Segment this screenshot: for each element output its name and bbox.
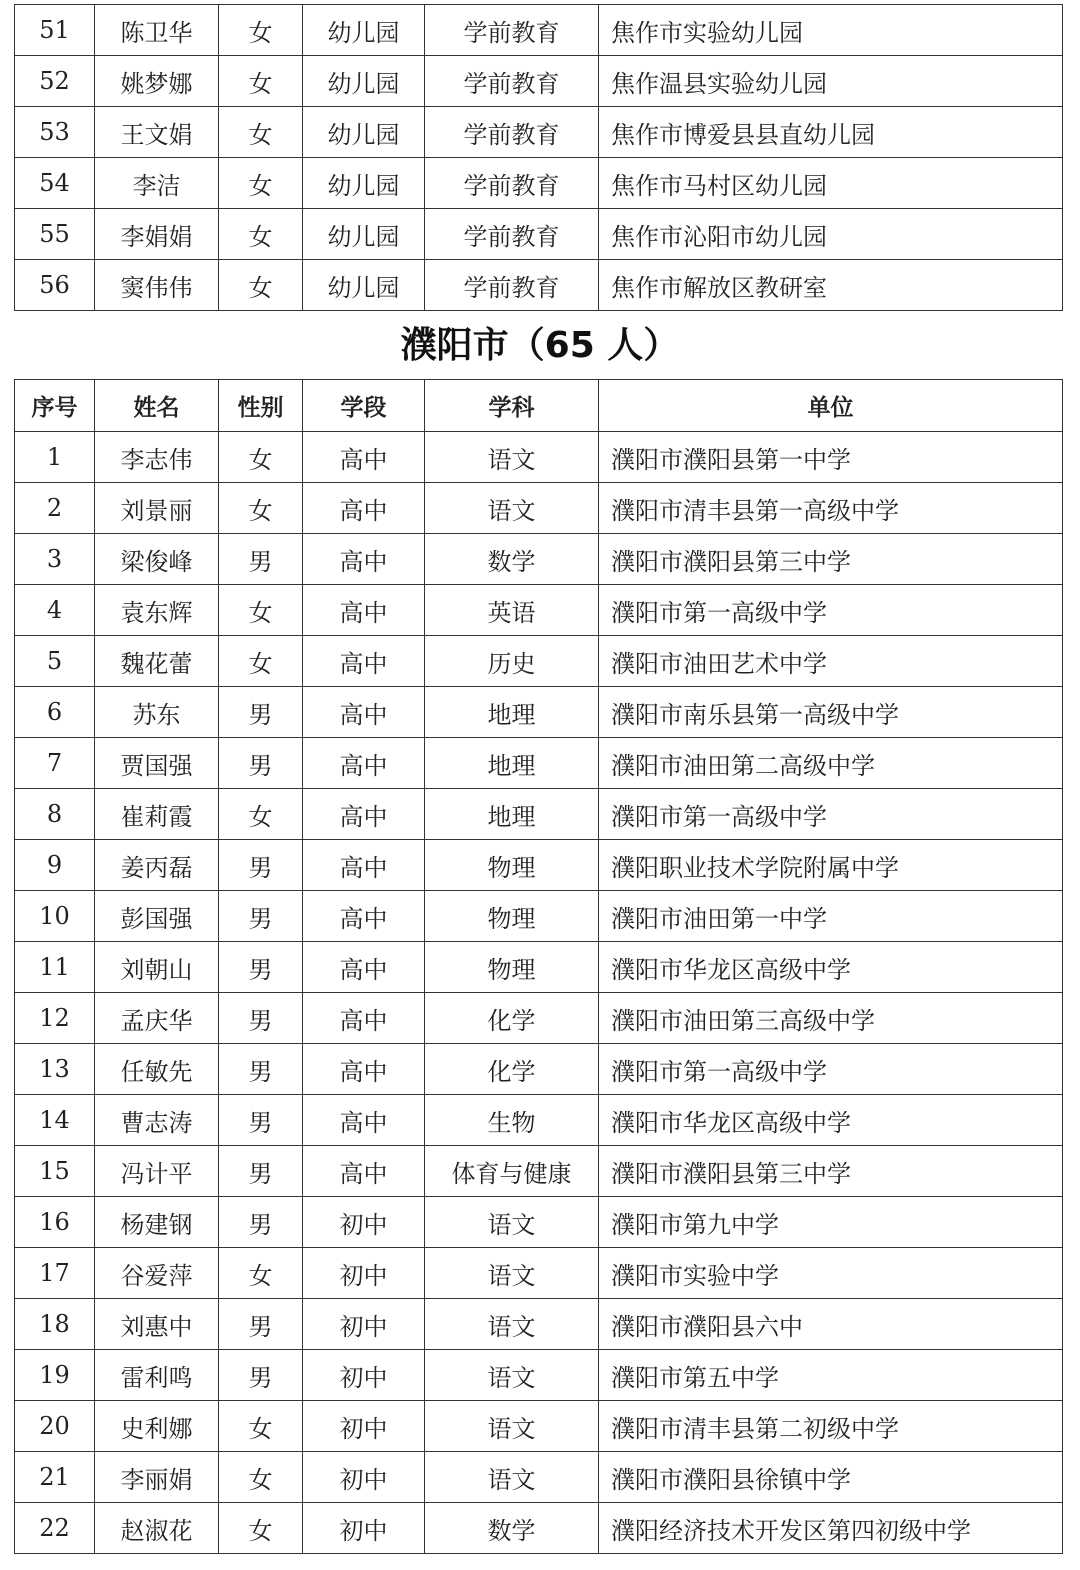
cell-unit: 濮阳市濮阳县六中 bbox=[599, 1299, 1063, 1350]
cell-no: 15 bbox=[15, 1146, 95, 1197]
cell-unit: 焦作市马村区幼儿园 bbox=[599, 158, 1063, 209]
cell-stage: 高中 bbox=[303, 1095, 425, 1146]
cell-name: 任敏先 bbox=[95, 1044, 219, 1095]
cell-no: 9 bbox=[15, 840, 95, 891]
cell-gender: 女 bbox=[219, 260, 303, 311]
header-gender: 性别 bbox=[219, 380, 303, 432]
cell-name: 李志伟 bbox=[95, 432, 219, 483]
table-row bbox=[15, 534, 1063, 585]
cell-subject: 语文 bbox=[425, 1401, 599, 1452]
cell-name: 窦伟伟 bbox=[95, 260, 219, 311]
cell-name: 彭国强 bbox=[95, 891, 219, 942]
header-subject: 学科 bbox=[425, 380, 599, 432]
cell-subject: 地理 bbox=[425, 789, 599, 840]
table-row bbox=[15, 1197, 1063, 1248]
cell-no: 18 bbox=[15, 1299, 95, 1350]
cell-unit: 濮阳市油田第二高级中学 bbox=[599, 738, 1063, 789]
cell-unit: 焦作市实验幼儿园 bbox=[599, 5, 1063, 56]
cell-name: 苏东 bbox=[95, 687, 219, 738]
cell-stage: 高中 bbox=[303, 636, 425, 687]
cell-stage: 高中 bbox=[303, 789, 425, 840]
table-row bbox=[15, 942, 1063, 993]
cell-stage: 高中 bbox=[303, 687, 425, 738]
cell-gender: 女 bbox=[219, 107, 303, 158]
cell-name: 姜丙磊 bbox=[95, 840, 219, 891]
cell-subject: 语文 bbox=[425, 1248, 599, 1299]
cell-gender: 男 bbox=[219, 1044, 303, 1095]
cell-stage: 幼儿园 bbox=[303, 209, 425, 260]
cell-unit: 濮阳市濮阳县第一中学 bbox=[599, 432, 1063, 483]
cell-unit: 濮阳市清丰县第二初级中学 bbox=[599, 1401, 1063, 1452]
cell-unit: 濮阳市清丰县第一高级中学 bbox=[599, 483, 1063, 534]
cell-gender: 女 bbox=[219, 1401, 303, 1452]
cell-unit: 焦作市解放区教研室 bbox=[599, 260, 1063, 311]
cell-unit: 濮阳市油田第三高级中学 bbox=[599, 993, 1063, 1044]
cell-unit: 濮阳市油田艺术中学 bbox=[599, 636, 1063, 687]
cell-name: 刘惠中 bbox=[95, 1299, 219, 1350]
header-name: 姓名 bbox=[95, 380, 219, 432]
cell-no: 22 bbox=[15, 1503, 95, 1554]
cell-subject: 语文 bbox=[425, 1452, 599, 1503]
table-row bbox=[15, 5, 1063, 56]
cell-no: 3 bbox=[15, 534, 95, 585]
table-row bbox=[15, 840, 1063, 891]
table-row bbox=[15, 789, 1063, 840]
table-row bbox=[15, 260, 1063, 311]
cell-name: 袁东辉 bbox=[95, 585, 219, 636]
cell-stage: 幼儿园 bbox=[303, 260, 425, 311]
cell-stage: 初中 bbox=[303, 1350, 425, 1401]
cell-no: 55 bbox=[15, 209, 95, 260]
cell-unit: 濮阳市第九中学 bbox=[599, 1197, 1063, 1248]
cell-no: 5 bbox=[15, 636, 95, 687]
puyang-table-header bbox=[15, 380, 1063, 432]
cell-no: 21 bbox=[15, 1452, 95, 1503]
cell-name: 陈卫华 bbox=[95, 5, 219, 56]
jiaozuo-table-body bbox=[15, 5, 1063, 311]
jiaozuo-table-continuation bbox=[14, 4, 1063, 311]
cell-no: 19 bbox=[15, 1350, 95, 1401]
cell-stage: 幼儿园 bbox=[303, 56, 425, 107]
cell-gender: 女 bbox=[219, 158, 303, 209]
cell-gender: 女 bbox=[219, 1452, 303, 1503]
cell-subject: 地理 bbox=[425, 687, 599, 738]
cell-stage: 高中 bbox=[303, 840, 425, 891]
cell-no: 52 bbox=[15, 56, 95, 107]
cell-name: 李洁 bbox=[95, 158, 219, 209]
cell-stage: 初中 bbox=[303, 1197, 425, 1248]
cell-gender: 男 bbox=[219, 1146, 303, 1197]
cell-unit: 濮阳市华龙区高级中学 bbox=[599, 1095, 1063, 1146]
cell-unit: 濮阳职业技术学院附属中学 bbox=[599, 840, 1063, 891]
cell-gender: 女 bbox=[219, 432, 303, 483]
cell-no: 1 bbox=[15, 432, 95, 483]
cell-name: 刘朝山 bbox=[95, 942, 219, 993]
cell-unit: 濮阳市濮阳县徐镇中学 bbox=[599, 1452, 1063, 1503]
cell-gender: 男 bbox=[219, 1197, 303, 1248]
cell-unit: 濮阳市濮阳县第三中学 bbox=[599, 1146, 1063, 1197]
cell-stage: 幼儿园 bbox=[303, 5, 425, 56]
cell-unit: 濮阳市第一高级中学 bbox=[599, 1044, 1063, 1095]
cell-gender: 女 bbox=[219, 585, 303, 636]
cell-gender: 女 bbox=[219, 1503, 303, 1554]
cell-stage: 高中 bbox=[303, 891, 425, 942]
cell-stage: 高中 bbox=[303, 432, 425, 483]
cell-unit: 濮阳市实验中学 bbox=[599, 1248, 1063, 1299]
puyang-table bbox=[14, 379, 1063, 1554]
cell-subject: 地理 bbox=[425, 738, 599, 789]
cell-name: 王文娟 bbox=[95, 107, 219, 158]
cell-unit: 濮阳市华龙区高级中学 bbox=[599, 942, 1063, 993]
cell-subject: 物理 bbox=[425, 840, 599, 891]
cell-no: 8 bbox=[15, 789, 95, 840]
cell-subject: 学前教育 bbox=[425, 260, 599, 311]
cell-stage: 幼儿园 bbox=[303, 158, 425, 209]
table-row bbox=[15, 56, 1063, 107]
cell-gender: 女 bbox=[219, 483, 303, 534]
cell-name: 魏花蕾 bbox=[95, 636, 219, 687]
table-row bbox=[15, 1452, 1063, 1503]
cell-gender: 男 bbox=[219, 687, 303, 738]
cell-gender: 男 bbox=[219, 738, 303, 789]
cell-unit: 焦作市沁阳市幼儿园 bbox=[599, 209, 1063, 260]
cell-name: 姚梦娜 bbox=[95, 56, 219, 107]
cell-gender: 女 bbox=[219, 636, 303, 687]
cell-gender: 男 bbox=[219, 942, 303, 993]
cell-subject: 学前教育 bbox=[425, 158, 599, 209]
cell-stage: 高中 bbox=[303, 585, 425, 636]
cell-name: 崔莉霞 bbox=[95, 789, 219, 840]
cell-name: 梁俊峰 bbox=[95, 534, 219, 585]
cell-subject: 体育与健康 bbox=[425, 1146, 599, 1197]
cell-gender: 男 bbox=[219, 891, 303, 942]
cell-gender: 女 bbox=[219, 789, 303, 840]
cell-subject: 数学 bbox=[425, 1503, 599, 1554]
cell-no: 14 bbox=[15, 1095, 95, 1146]
cell-stage: 高中 bbox=[303, 993, 425, 1044]
puyang-table-body bbox=[15, 432, 1063, 1554]
cell-no: 4 bbox=[15, 585, 95, 636]
table-row bbox=[15, 738, 1063, 789]
cell-name: 曹志涛 bbox=[95, 1095, 219, 1146]
cell-name: 刘景丽 bbox=[95, 483, 219, 534]
cell-unit: 焦作市博爱县县直幼儿园 bbox=[599, 107, 1063, 158]
cell-gender: 女 bbox=[219, 5, 303, 56]
cell-gender: 女 bbox=[219, 209, 303, 260]
cell-no: 17 bbox=[15, 1248, 95, 1299]
cell-name: 孟庆华 bbox=[95, 993, 219, 1044]
cell-name: 谷爱萍 bbox=[95, 1248, 219, 1299]
cell-no: 56 bbox=[15, 260, 95, 311]
table-row bbox=[15, 158, 1063, 209]
cell-subject: 学前教育 bbox=[425, 5, 599, 56]
table-row bbox=[15, 483, 1063, 534]
cell-subject: 学前教育 bbox=[425, 56, 599, 107]
cell-stage: 初中 bbox=[303, 1401, 425, 1452]
cell-no: 16 bbox=[15, 1197, 95, 1248]
cell-subject: 生物 bbox=[425, 1095, 599, 1146]
cell-subject: 数学 bbox=[425, 534, 599, 585]
cell-subject: 语文 bbox=[425, 1350, 599, 1401]
cell-subject: 化学 bbox=[425, 1044, 599, 1095]
table-row bbox=[15, 993, 1063, 1044]
cell-stage: 高中 bbox=[303, 483, 425, 534]
cell-stage: 初中 bbox=[303, 1503, 425, 1554]
header-row bbox=[15, 380, 1063, 432]
cell-no: 54 bbox=[15, 158, 95, 209]
section-title-puyang: 濮阳市（65 人） bbox=[400, 325, 680, 366]
cell-unit: 濮阳市油田第一中学 bbox=[599, 891, 1063, 942]
cell-no: 20 bbox=[15, 1401, 95, 1452]
cell-unit: 濮阳市濮阳县第三中学 bbox=[599, 534, 1063, 585]
cell-unit: 濮阳市第一高级中学 bbox=[599, 789, 1063, 840]
table-row bbox=[15, 687, 1063, 738]
cell-no: 11 bbox=[15, 942, 95, 993]
cell-subject: 语文 bbox=[425, 1197, 599, 1248]
table-row bbox=[15, 891, 1063, 942]
cell-stage: 高中 bbox=[303, 738, 425, 789]
cell-unit: 濮阳市第五中学 bbox=[599, 1350, 1063, 1401]
cell-unit: 焦作温县实验幼儿园 bbox=[599, 56, 1063, 107]
cell-gender: 男 bbox=[219, 1095, 303, 1146]
cell-stage: 高中 bbox=[303, 942, 425, 993]
cell-no: 10 bbox=[15, 891, 95, 942]
table-row bbox=[15, 1095, 1063, 1146]
table-row bbox=[15, 1044, 1063, 1095]
table-row bbox=[15, 432, 1063, 483]
cell-name: 史利娜 bbox=[95, 1401, 219, 1452]
cell-name: 杨建钢 bbox=[95, 1197, 219, 1248]
cell-subject: 语文 bbox=[425, 1299, 599, 1350]
cell-gender: 男 bbox=[219, 1350, 303, 1401]
header-unit: 单位 bbox=[599, 380, 1063, 432]
cell-no: 53 bbox=[15, 107, 95, 158]
table-row bbox=[15, 1401, 1063, 1452]
cell-name: 李丽娟 bbox=[95, 1452, 219, 1503]
cell-stage: 幼儿园 bbox=[303, 107, 425, 158]
table-row bbox=[15, 636, 1063, 687]
table-row bbox=[15, 1350, 1063, 1401]
cell-gender: 男 bbox=[219, 1299, 303, 1350]
cell-name: 赵淑花 bbox=[95, 1503, 219, 1554]
cell-subject: 化学 bbox=[425, 993, 599, 1044]
cell-gender: 女 bbox=[219, 1248, 303, 1299]
cell-unit: 濮阳市第一高级中学 bbox=[599, 585, 1063, 636]
cell-no: 51 bbox=[15, 5, 95, 56]
cell-subject: 学前教育 bbox=[425, 107, 599, 158]
cell-stage: 初中 bbox=[303, 1248, 425, 1299]
table-row bbox=[15, 107, 1063, 158]
cell-stage: 高中 bbox=[303, 1044, 425, 1095]
table-row bbox=[15, 585, 1063, 636]
cell-no: 13 bbox=[15, 1044, 95, 1095]
cell-no: 2 bbox=[15, 483, 95, 534]
cell-name: 李娟娟 bbox=[95, 209, 219, 260]
cell-name: 雷利鸣 bbox=[95, 1350, 219, 1401]
table-row bbox=[15, 1248, 1063, 1299]
cell-no: 6 bbox=[15, 687, 95, 738]
cell-subject: 语文 bbox=[425, 432, 599, 483]
table-row bbox=[15, 1503, 1063, 1554]
cell-no: 12 bbox=[15, 993, 95, 1044]
table-row bbox=[15, 209, 1063, 260]
cell-stage: 高中 bbox=[303, 534, 425, 585]
cell-subject: 英语 bbox=[425, 585, 599, 636]
cell-subject: 语文 bbox=[425, 483, 599, 534]
cell-gender: 男 bbox=[219, 840, 303, 891]
cell-subject: 历史 bbox=[425, 636, 599, 687]
cell-gender: 女 bbox=[219, 56, 303, 107]
cell-unit: 濮阳市南乐县第一高级中学 bbox=[599, 687, 1063, 738]
cell-name: 冯计平 bbox=[95, 1146, 219, 1197]
table-row bbox=[15, 1146, 1063, 1197]
cell-subject: 物理 bbox=[425, 891, 599, 942]
cell-stage: 初中 bbox=[303, 1299, 425, 1350]
cell-stage: 高中 bbox=[303, 1146, 425, 1197]
cell-subject: 物理 bbox=[425, 942, 599, 993]
header-no: 序号 bbox=[15, 380, 95, 432]
table-row bbox=[15, 1299, 1063, 1350]
cell-gender: 男 bbox=[219, 534, 303, 585]
cell-unit: 濮阳经济技术开发区第四初级中学 bbox=[599, 1503, 1063, 1554]
cell-gender: 男 bbox=[219, 993, 303, 1044]
header-stage: 学段 bbox=[303, 380, 425, 432]
cell-stage: 初中 bbox=[303, 1452, 425, 1503]
cell-no: 7 bbox=[15, 738, 95, 789]
cell-subject: 学前教育 bbox=[425, 209, 599, 260]
cell-name: 贾国强 bbox=[95, 738, 219, 789]
